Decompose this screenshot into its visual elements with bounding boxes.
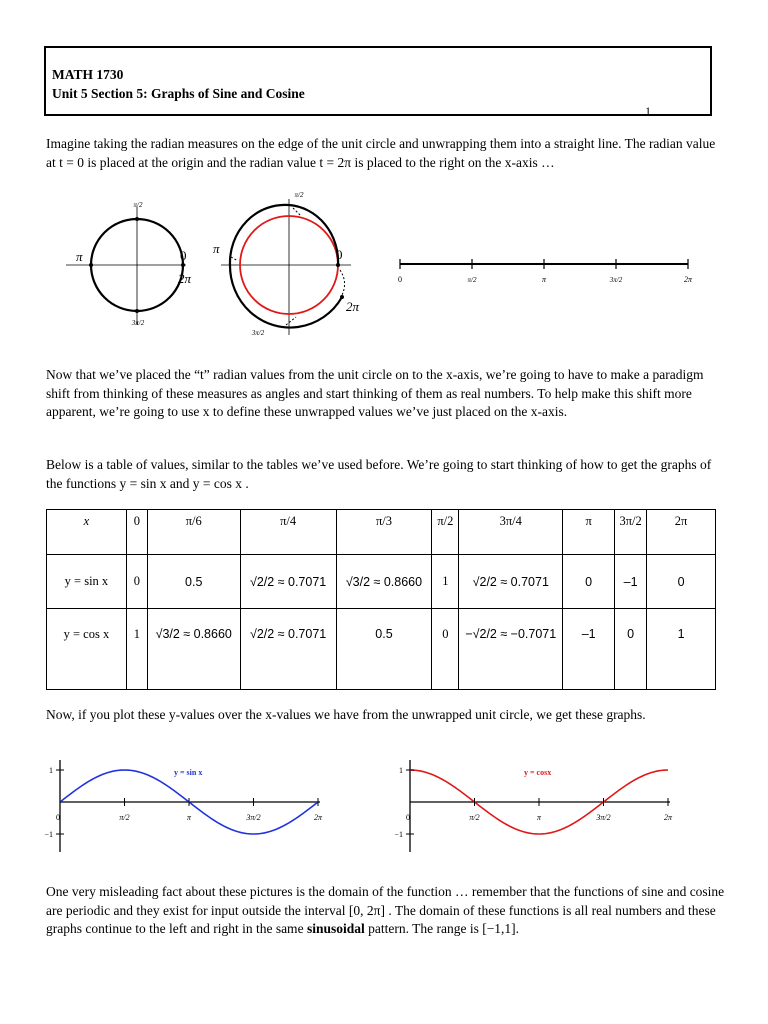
sin-value-cell: 0 <box>126 555 147 609</box>
sin-x-tick-label: π <box>186 813 192 822</box>
cos-x-tick-label: π/2 <box>469 813 480 822</box>
cos-value-cell: √2/2 ≈ 0.7071 <box>240 609 336 690</box>
section-title: Unit 5 Section 5: Graphs of Sine and Cosine <box>52 86 305 101</box>
nl-label-0: 0 <box>398 275 402 284</box>
table-header-cell: 3π/2 <box>615 510 647 555</box>
number-line <box>398 259 693 284</box>
domain-text-part2: pattern. The range is [−1,1]. <box>364 921 520 936</box>
unit-circle-1 <box>66 201 192 327</box>
course-title: MATH 1730 <box>52 67 124 82</box>
nl-label-2pi: 2π <box>683 275 693 284</box>
cos-x-tick-label: 3π/2 <box>596 813 611 822</box>
table-header-cell: π/3 <box>336 510 432 555</box>
circle2-label-zero: 0 <box>336 247 343 262</box>
table-intro-paragraph: Below is a table of values, similar to the tables we’ve used before. We’re going to start thinking of how to get the graphs of the functions y = sin x and y = cos x . <box>46 457 712 491</box>
circle1-label-left: π <box>76 249 83 264</box>
sin-x-tick-label: 3π/2 <box>246 813 261 822</box>
sin-y-tick-label: 1 <box>49 766 53 775</box>
table-header-row <box>47 510 716 555</box>
circle2-label-left: π <box>213 241 220 256</box>
nl-label-pi2: π/2 <box>467 276 477 284</box>
domain-range-paragraph <box>46 883 726 939</box>
cos-value-cell: −√2/2 ≈ −0.7071 <box>459 609 563 690</box>
header-box <box>44 46 712 116</box>
sin-value-cell: 0 <box>647 555 716 609</box>
page-number: 1 <box>645 104 651 118</box>
sin-value-cell: √2/2 ≈ 0.7071 <box>240 555 336 609</box>
sin-row-label: y = sin x <box>47 555 127 609</box>
cos-x-tick-label: π <box>536 813 542 822</box>
cos-value-cell: 0 <box>432 609 459 690</box>
sin-value-cell: 0 <box>563 555 615 609</box>
sin-value-cell: √2/2 ≈ 0.7071 <box>459 555 563 609</box>
table-header-cell: π/6 <box>147 510 240 555</box>
circle2-label-twopi: 2π <box>346 299 360 314</box>
cos-row-label: y = cos x <box>47 609 127 690</box>
sin-value-cell: 1 <box>432 555 459 609</box>
nl-label-pi: π <box>541 275 547 284</box>
cos-value-cell: 1 <box>126 609 147 690</box>
sin-x-tick-label: 0 <box>56 813 60 822</box>
sin-y-tick-label: −1 <box>44 830 53 839</box>
table-header-cell: 3π/4 <box>459 510 563 555</box>
sin-value-cell: –1 <box>615 555 647 609</box>
table-header-cell: 2π <box>647 510 716 555</box>
cos-value-cell: 0.5 <box>336 609 432 690</box>
table-header-cell: x <box>47 510 127 555</box>
values-table <box>46 509 716 690</box>
unit-circle-diagrams <box>46 185 726 350</box>
cos-value-cell: 1 <box>647 609 716 690</box>
sin-chart-title: y = sin x <box>174 768 203 777</box>
table-header-cell: π/4 <box>240 510 336 555</box>
sinusoidal-term: sinusoidal <box>306 921 365 936</box>
cos-x-tick-label: 2π <box>663 813 673 822</box>
circle1-label-bottom: 3π/2 <box>131 319 145 327</box>
sin-x-tick-label: π/2 <box>119 813 130 822</box>
table-header-cell: π <box>563 510 615 555</box>
table-header-cell: π/2 <box>432 510 459 555</box>
unit-circle-2 <box>213 191 360 337</box>
sin-value-cell: 0.5 <box>147 555 240 609</box>
cos-y-tick-label: −1 <box>394 830 403 839</box>
sin-value-cell: √3/2 ≈ 0.8660 <box>336 555 432 609</box>
circle2-label-bottom: 3π/2 <box>251 329 265 337</box>
circle1-label-top: π/2 <box>133 201 143 209</box>
circle2-label-top: π/2 <box>294 191 304 199</box>
intro-paragraph: Imagine taking the radian measures on the edge of the unit circle and unwrapping them into a straight line. The radian value at t = 0 is placed at the origin and the radian value t = 2π is placed to the right on the x-axis … <box>46 136 716 170</box>
cos-value-cell: 0 <box>615 609 647 690</box>
cos-value-cell: √3/2 ≈ 0.8660 <box>147 609 240 690</box>
cos-value-cell: –1 <box>563 609 615 690</box>
circle1-label-twopi: 2π <box>178 271 192 286</box>
paradigm-paragraph: Now that we’ve placed the “t” radian values from the unit circle on to the x-axis, we’re going to have to make a paradigm shift from thinking of these measures as angles and start thinking of them as real numbers. To help make this shift more apparent, we’re going to use x to define these unwrapped values we’ve just placed on the x-axis. <box>46 367 704 419</box>
cos-chart-title: y = cosx <box>524 768 552 777</box>
nl-label-3pi2: 3π/2 <box>609 276 623 284</box>
cosine-graph <box>378 752 688 860</box>
cos-x-tick-label: 0 <box>406 813 410 822</box>
table-cos-row <box>47 609 716 690</box>
domain-text-part1: One very misleading fact about these pictures is the domain of the function … remember that the functions of sine and cosine are periodic and they exist for input outside the interval [0, 2π] . The domain of these functions is all real numbers and these graphs continue to the left and right in the same <box>46 884 725 936</box>
table-sin-row <box>47 555 716 609</box>
sin-x-tick-label: 2π <box>313 813 323 822</box>
sine-graph <box>28 752 338 860</box>
cos-y-tick-label: 1 <box>399 766 403 775</box>
plot-intro-paragraph: Now, if you plot these y-values over the x-values we have from the unwrapped unit circle, we get these graphs. <box>46 707 646 722</box>
table-header-cell: 0 <box>126 510 147 555</box>
circle1-label-zero: 0 <box>180 248 187 263</box>
